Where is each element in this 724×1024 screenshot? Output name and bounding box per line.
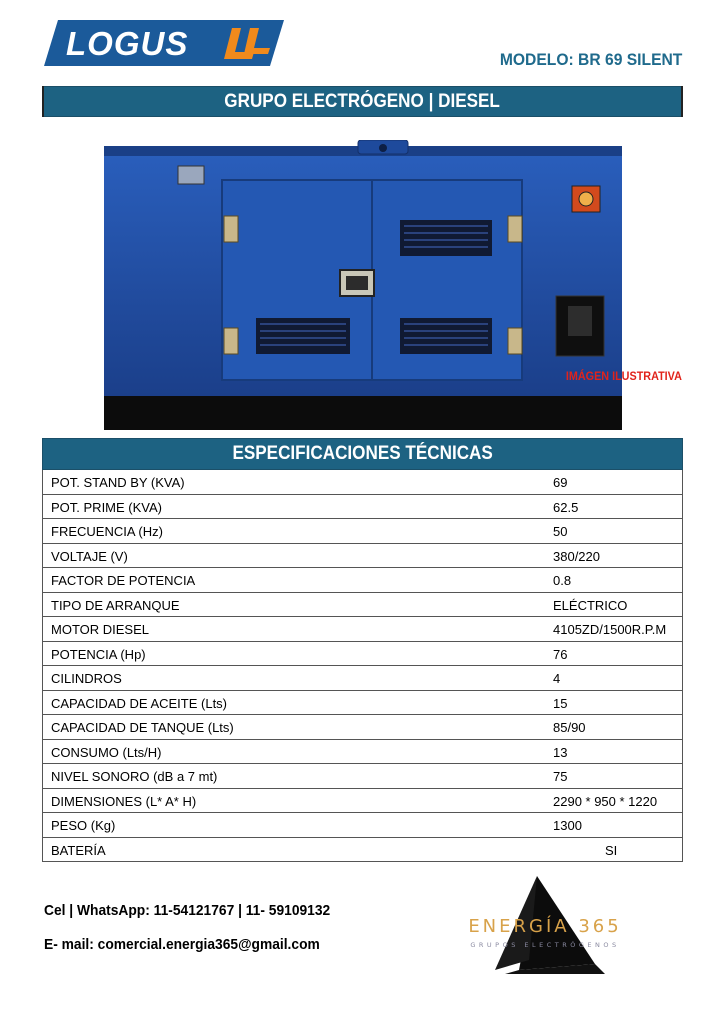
spec-value: 76 (553, 646, 568, 662)
spec-row (43, 740, 682, 765)
spec-value: 50 (553, 524, 568, 539)
spec-label: MOTOR DIESEL (51, 622, 150, 637)
image-caption: IMÁGEN ILUSTRATIVA (565, 369, 682, 383)
spec-label: FRECUENCIA (Hz) (51, 524, 163, 539)
spec-row (43, 617, 682, 642)
spec-value: 62.5 (553, 499, 579, 515)
spec-row (43, 813, 682, 838)
spec-row (43, 593, 682, 618)
spec-value: 1300 (553, 818, 582, 833)
spec-value: 4 (553, 671, 561, 686)
spec-row (43, 691, 682, 716)
spec-row (43, 568, 682, 593)
contact-phone: Cel | WhatsApp: 11-54121767 | 11- 59109132 (44, 902, 331, 919)
spec-row (43, 519, 682, 544)
specs-rows (42, 470, 683, 862)
energia-365-logo (445, 870, 645, 980)
spec-value: 75 (553, 769, 568, 784)
generator-image (104, 140, 622, 430)
model-label: MODELO: BR 69 SILENT (499, 50, 682, 69)
spec-label: CAPACIDAD DE ACEITE (Lts) (51, 695, 228, 711)
spec-label: DIMENSIONES (L* A* H) (51, 793, 197, 809)
spec-label: VOLTAJE (V) (51, 548, 128, 564)
title-band-text: GRUPO ELECTRÓGENO | DIESEL (224, 90, 501, 112)
spec-row (43, 715, 682, 740)
spec-value: 13 (553, 744, 568, 760)
spec-row (43, 642, 682, 667)
logo-text: LOGUS (66, 25, 189, 62)
spec-label: CILINDROS (51, 671, 122, 686)
spec-value: ELÉCTRICO (553, 597, 628, 613)
brand-name: ENERGÍA 365 (468, 916, 622, 937)
spec-value: 2290 * 950 * 1220 (553, 793, 658, 809)
spec-row (43, 789, 682, 814)
spec-row (43, 666, 682, 691)
spec-label: TIPO DE ARRANQUE (51, 597, 180, 613)
spec-label: POTENCIA (Hp) (51, 646, 146, 662)
spec-value: 0.8 (553, 573, 572, 588)
spec-label: CONSUMO (Lts/H) (51, 744, 162, 760)
spec-label: CAPACIDAD DE TANQUE (Lts) (51, 720, 234, 735)
spec-label: FACTOR DE POTENCIA (51, 573, 196, 588)
spec-label: POT. PRIME (KVA) (51, 499, 162, 515)
brand-tagline: GRUPOS ELECTRÓGENOS (470, 941, 620, 949)
spec-value: 15 (553, 695, 568, 711)
spec-row (43, 838, 682, 863)
spec-value: 85/90 (553, 720, 586, 735)
logus-logo (44, 20, 284, 66)
spec-row (43, 544, 682, 569)
spec-row (43, 495, 682, 520)
spec-label: POT. STAND BY (KVA) (51, 475, 185, 490)
spec-value: 380/220 (553, 548, 600, 564)
title-band (42, 86, 683, 117)
spec-label: NIVEL SONORO (dB a 7 mt) (51, 769, 218, 784)
specs-title-band (42, 438, 683, 470)
spec-value: 4105ZD/1500R.P.M (553, 622, 667, 637)
spec-label: PESO (Kg) (51, 818, 116, 833)
spec-value: SI (605, 842, 618, 858)
spec-row (43, 764, 682, 789)
spec-label: BATERÍA (51, 842, 106, 858)
specs-table (42, 438, 683, 862)
specs-title: ESPECIFICACIONES TÉCNICAS (232, 443, 493, 464)
spec-value: 69 (553, 475, 568, 490)
spec-row (43, 470, 682, 495)
contact-email: E- mail: comercial.energia365@gmail.com (44, 936, 320, 953)
